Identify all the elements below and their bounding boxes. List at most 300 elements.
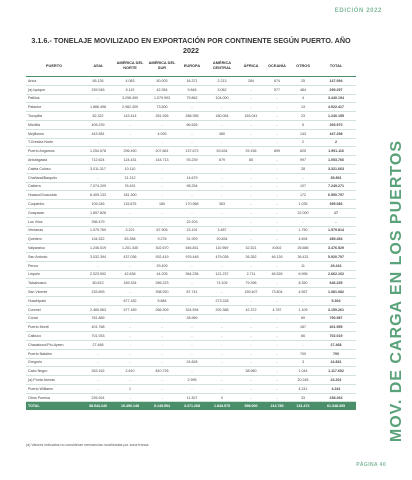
table-cell: 28.969 — [178, 314, 206, 323]
table-row — [26, 332, 356, 341]
table-row — [26, 367, 356, 376]
table-cell: - — [82, 358, 114, 367]
table-cell: - — [290, 296, 316, 305]
table-cell: - — [178, 191, 206, 200]
table-cell: 134.322 — [82, 235, 114, 244]
table-cell: 484 — [290, 85, 316, 94]
table-cell: 29.409 — [146, 261, 178, 270]
table-cell: - — [146, 349, 178, 358]
table-cell: 546.831 — [178, 244, 206, 253]
port-name-cell: Puerto Williams — [26, 384, 82, 393]
table-cell: 1.035 — [290, 200, 316, 209]
table-cell: 899 — [264, 147, 290, 156]
table-cell: - — [238, 323, 264, 332]
table-cell: - — [82, 349, 114, 358]
table-cell: - — [178, 208, 206, 217]
table-cell: - — [146, 384, 178, 393]
table-cell: 53.634 — [206, 147, 238, 156]
table-cell: 10.110 — [114, 164, 146, 173]
table-cell: - — [146, 191, 178, 200]
table-cell: - — [264, 191, 290, 200]
table-cell: 172 — [290, 191, 316, 200]
table-cell: 263.162 — [82, 367, 114, 376]
table-cell: 810.726 — [146, 367, 178, 376]
table-cell: - — [146, 314, 178, 323]
row-total-cell: 299.297 — [316, 85, 356, 94]
table-cell: - — [114, 393, 146, 402]
table-cell: - — [238, 384, 264, 393]
port-name-cell: Tocopilla — [26, 112, 82, 121]
table-cell: 577 — [264, 85, 290, 94]
table-cell: - — [206, 182, 238, 191]
table-cell: 169.334 — [114, 279, 146, 288]
table-cell: 104.000 — [206, 94, 238, 103]
table-cell: 3.032.394 — [82, 252, 114, 261]
table-cell: - — [238, 296, 264, 305]
table-cell: 4.083 — [114, 77, 146, 86]
table-cell: 825 — [290, 147, 316, 156]
table-cell: 23.191 — [178, 226, 206, 235]
row-total-cell: 24.831 — [316, 358, 356, 367]
row-total-cell: 1.117.652 — [316, 367, 356, 376]
row-total-cell: 2.662.102 — [316, 270, 356, 279]
table-cell: 79.396 — [238, 279, 264, 288]
row-total-cell: 5.920.797 — [316, 252, 356, 261]
table-cell: - — [264, 332, 290, 341]
total-cell: 5.145.594 — [146, 402, 178, 411]
table-cell: - — [238, 314, 264, 323]
table-cell: - — [178, 138, 206, 147]
table-row — [26, 384, 356, 393]
table-cell: 27.468 — [82, 340, 114, 349]
table-cell: 286.223 — [146, 279, 178, 288]
table-cell: 14.679 — [178, 173, 206, 182]
table-cell: - — [82, 376, 114, 385]
table-cell: - — [238, 85, 264, 94]
table-cell: - — [146, 164, 178, 173]
column-header: OCEANÍA — [264, 56, 290, 77]
table-cell: - — [146, 182, 178, 191]
table-cell: 1.254.578 — [82, 147, 114, 156]
table-cell: - — [82, 261, 114, 270]
table-row — [26, 349, 356, 358]
table-row — [26, 279, 356, 288]
table-cell: 11.307 — [178, 393, 206, 402]
table-cell: - — [264, 156, 290, 165]
table-cell: - — [178, 279, 206, 288]
table-cell: 26.352 — [238, 252, 264, 261]
table-cell: 207.861 — [146, 147, 178, 156]
port-name-cell: Antofagasta — [26, 156, 82, 165]
table-row — [26, 112, 356, 121]
table-cell: 1.750 — [290, 226, 316, 235]
table-cell: - — [238, 226, 264, 235]
row-total-cell: 27.468 — [316, 340, 356, 349]
table-cell: - — [206, 208, 238, 217]
row-total-cell: 1.979.814 — [316, 226, 356, 235]
table-cell: - — [264, 182, 290, 191]
table-cell: 66.526 — [178, 120, 206, 129]
table-cell: - — [114, 288, 146, 297]
table-body — [26, 77, 356, 411]
table-cell: - — [114, 376, 146, 385]
table-cell: - — [114, 323, 146, 332]
table-cell: 5.884 — [146, 296, 178, 305]
table-cell: 83.358 — [114, 235, 146, 244]
table-cell: 1.246.519 — [82, 244, 114, 253]
table-row — [26, 288, 356, 297]
table-cell: - — [238, 182, 264, 191]
table-cell: 2.465.563 — [82, 305, 114, 314]
table-cell: 3.487 — [206, 226, 238, 235]
export-tonnage-table — [26, 56, 356, 410]
total-cell: 10.490.148 — [114, 402, 146, 411]
table-cell: 23 — [290, 112, 316, 121]
table-cell: 73.500 — [146, 103, 178, 112]
table-row — [26, 244, 356, 253]
table-cell: 233.893 — [82, 288, 114, 297]
table-cell: 8.350 — [290, 279, 316, 288]
table-row — [26, 252, 356, 261]
table-row — [26, 164, 356, 173]
table-cell: 281.926 — [146, 112, 178, 121]
port-name-cell: Los Vilos — [26, 217, 82, 226]
row-total-cell: 29.416 — [316, 261, 356, 270]
table-cell: - — [178, 261, 206, 270]
table-row — [26, 208, 356, 217]
table-row — [26, 305, 356, 314]
table-cell: - — [238, 191, 264, 200]
table-cell: 29.156 — [238, 147, 264, 156]
table-cell: - — [82, 94, 114, 103]
table-cell: 69 — [290, 314, 316, 323]
row-total-cell: 401.955 — [316, 323, 356, 332]
port-name-cell: Coronel — [26, 305, 82, 314]
row-total-cell: 17 — [316, 208, 356, 217]
table-cell: - — [146, 358, 178, 367]
table-cell: - — [178, 129, 206, 138]
table-cell: - — [238, 261, 264, 270]
row-total-cell: 5.304 — [316, 296, 356, 305]
table-cell: - — [238, 164, 264, 173]
table-cell: - — [264, 173, 290, 182]
port-name-cell: Chacabuco/Pto.Aysen — [26, 340, 82, 349]
table-cell: 187 — [290, 323, 316, 332]
table-cell: - — [238, 200, 264, 209]
table-cell: 396.479 — [82, 217, 114, 226]
table-cell: 2.610 — [114, 367, 146, 376]
row-total-cell: 265.970 — [316, 120, 356, 129]
table-cell: - — [238, 376, 264, 385]
table-cell: 65.126 — [82, 77, 114, 86]
table-cell: 226.924 — [82, 393, 114, 402]
table-cell: - — [238, 103, 264, 112]
table-cell: - — [82, 296, 114, 305]
total-cell: 598.000 — [238, 402, 264, 411]
table-cell: 5.119 — [114, 85, 146, 94]
table-title: 3.1.6.- TONELAJE MOVILIZADO EN EXPORTACIÓN POR CONTINENTE SEGÚN PUERTO. AÑO 2022 — [31, 36, 351, 55]
table-cell: - — [178, 367, 206, 376]
table-cell: 42.264 — [146, 85, 178, 94]
table-cell: 761.889 — [82, 314, 114, 323]
table-cell: - — [238, 129, 264, 138]
table-row — [26, 270, 356, 279]
table-cell: - — [114, 208, 146, 217]
table-cell: - — [238, 94, 264, 103]
row-total-cell: 1.991.116 — [316, 147, 356, 156]
table-cell: 50.003 — [146, 77, 178, 86]
table-cell: - — [206, 191, 238, 200]
row-total-cell: 4.922.417 — [316, 103, 356, 112]
table-cell: 976.448 — [178, 252, 206, 261]
row-total-cell: - — [316, 217, 356, 226]
table-cell: 48.526 — [264, 270, 290, 279]
table-cell: 1.201.345 — [114, 244, 146, 253]
port-name-cell: Ventanas — [26, 226, 82, 235]
table-cell: 273.228 — [206, 296, 238, 305]
table-cell: 239.945 — [82, 85, 114, 94]
table-cell: 20.245 — [290, 376, 316, 385]
table-cell: - — [206, 120, 238, 129]
table-cell: 67.905 — [146, 226, 178, 235]
row-total-cell: 4.241 — [316, 384, 356, 393]
table-cell: - — [206, 261, 238, 270]
table-cell: 4.557 — [290, 288, 316, 297]
row-total-cell: 7.249.271 — [316, 182, 356, 191]
row-total-cell: 700 — [316, 349, 356, 358]
port-name-cell: Penco — [26, 261, 82, 270]
port-name-cell: Cabo Negro — [26, 367, 82, 376]
table-cell: - — [264, 120, 290, 129]
table-cell: - — [206, 384, 238, 393]
row-total-cell: 1.053.766 — [316, 156, 356, 165]
column-header: ASIA — [82, 56, 114, 77]
table-cell: 20.834 — [206, 235, 238, 244]
table-cell: - — [238, 349, 264, 358]
table-cell: 9.846 — [178, 85, 206, 94]
port-name-cell: San Vicente — [26, 288, 82, 297]
row-total-cell: 289.454 — [316, 235, 356, 244]
table-cell: - — [206, 349, 238, 358]
table-cell: - — [206, 314, 238, 323]
port-name-cell: Patillos — [26, 94, 82, 103]
total-cell: 1.843.575 — [206, 402, 238, 411]
table-row — [26, 173, 356, 182]
table-cell: 5 — [290, 120, 316, 129]
table-row — [26, 323, 356, 332]
table-cell: 932.419 — [146, 252, 178, 261]
row-total-cell: 646.235 — [316, 279, 356, 288]
table-row — [26, 103, 356, 112]
table-cell: 2.023.992 — [82, 270, 114, 279]
table-cell: - — [114, 314, 146, 323]
table-cell: - — [264, 164, 290, 173]
table-cell: 73.804 — [264, 288, 290, 297]
table-cell: 46.139 — [264, 252, 290, 261]
table-cell: 124.431 — [114, 156, 146, 165]
total-cell: 38.544.240 — [82, 402, 114, 411]
table-cell: 2 — [290, 138, 316, 147]
table-cell: 3 — [290, 358, 316, 367]
table-cell: - — [264, 200, 290, 209]
table-cell: 159.407 — [238, 288, 264, 297]
table-cell: - — [114, 349, 146, 358]
table-cell: 1 — [114, 384, 146, 393]
table-cell: 2.995 — [178, 376, 206, 385]
total-label-cell: TOTAL — [26, 402, 82, 411]
column-header: PUERTO — [26, 56, 82, 77]
table-cell: 1.897.826 — [82, 208, 114, 217]
row-total-cell: 1.240.155 — [316, 112, 356, 121]
table-cell: - — [178, 323, 206, 332]
table-cell: 577.189 — [114, 305, 146, 314]
row-total-cell: 238.264 — [316, 393, 356, 402]
table-cell: 1.079.760 — [82, 226, 114, 235]
table-cell: 712.624 — [82, 156, 114, 165]
table-cell: - — [146, 323, 178, 332]
table-row — [26, 77, 356, 86]
row-total-cell: 24.201 — [316, 376, 356, 385]
table-cell: - — [82, 384, 114, 393]
table-cell: 33 — [290, 393, 316, 402]
port-name-cell: Caleta Coloso — [26, 164, 82, 173]
table-cell: 66 — [290, 332, 316, 341]
table-cell: - — [238, 235, 264, 244]
table-cell: 4.694 — [290, 235, 316, 244]
port-name-cell: Gregorio — [26, 358, 82, 367]
port-name-cell: Chañaral/Barquito — [26, 173, 82, 182]
table-cell: - — [264, 349, 290, 358]
port-name-cell: T.Greslea Norte — [26, 138, 82, 147]
table-cell: - — [82, 138, 114, 147]
table-cell: 296.490 — [114, 147, 146, 156]
column-header: OTROS — [290, 56, 316, 77]
table-cell: - — [206, 164, 238, 173]
table-cell: - — [146, 376, 178, 385]
table-cell: - — [178, 349, 206, 358]
table-cell: 76.491 — [114, 182, 146, 191]
table-cell: 2.213 — [206, 77, 238, 86]
table-cell: - — [264, 340, 290, 349]
table-cell: 25 — [290, 77, 316, 86]
table-cell: 9.278 — [146, 235, 178, 244]
table-cell: - — [264, 296, 290, 305]
table-row — [26, 340, 356, 349]
table-cell: 121.237 — [206, 270, 238, 279]
table-cell: 364.236 — [178, 270, 206, 279]
table-cell: 109.246 — [82, 200, 114, 209]
table-cell: 24.828 — [178, 358, 206, 367]
total-cell: 131.472 — [290, 402, 316, 411]
section-side-title: MOV. DE CARGA EN LOS PUERTOS — [388, 140, 405, 443]
table-header-row — [26, 56, 356, 77]
table-cell: 180 — [146, 200, 178, 209]
table-cell: 16.371 — [178, 77, 206, 86]
table-cell: - — [206, 332, 238, 341]
table-row — [26, 147, 356, 156]
table-cell: - — [114, 120, 146, 129]
table-cell: 28 — [290, 164, 316, 173]
table-cell: - — [114, 217, 146, 226]
table-row — [26, 296, 356, 305]
table-cell: 42.638 — [114, 270, 146, 279]
table-cell: 1.044 — [290, 367, 316, 376]
port-name-cell: Talcahuano — [26, 279, 82, 288]
table-cell: 3.221 — [114, 226, 146, 235]
table-cell: 110.969 — [206, 244, 238, 253]
table-cell: - — [114, 129, 146, 138]
column-header: AMÉRICA CENTRAL — [206, 56, 238, 77]
port-name-cell: Huasco/Guacolda — [26, 191, 82, 200]
table-cell: 4 — [290, 94, 316, 103]
table-cell: - — [238, 358, 264, 367]
table-row — [26, 85, 356, 94]
table-row — [26, 94, 356, 103]
table-cell: 87.741 — [178, 288, 206, 297]
row-total-cell: 6.590.797 — [316, 191, 356, 200]
table-cell: 700 — [290, 349, 316, 358]
table-cell: - — [264, 314, 290, 323]
table-cell: 42.372 — [238, 305, 264, 314]
table-cell: 0 — [206, 393, 238, 402]
table-row — [26, 314, 356, 323]
table-cell: - — [238, 340, 264, 349]
table-cell: 4.787 — [264, 305, 290, 314]
table-cell: 997 — [290, 156, 316, 165]
table-row — [26, 358, 356, 367]
row-total-cell: 790.987 — [316, 314, 356, 323]
column-header: AMÉRICA DEL SUR — [146, 56, 178, 77]
table-cell: - — [264, 261, 290, 270]
table-cell: 3.011.317 — [82, 164, 114, 173]
table-cell: 181.300 — [114, 191, 146, 200]
port-name-cell: Valparaíso — [26, 244, 82, 253]
table-cell: 2.711 — [238, 270, 264, 279]
table-cell: - — [178, 384, 206, 393]
page-number: PÁGINA 40 — [356, 462, 386, 468]
table-row — [26, 129, 356, 138]
table-cell: 1.079.993 — [146, 94, 178, 103]
port-name-cell: Mejillones — [26, 129, 82, 138]
table-cell: - — [238, 138, 264, 147]
table-row — [26, 217, 356, 226]
table-cell: 7.074.209 — [82, 182, 114, 191]
table-cell: - — [114, 340, 146, 349]
table-cell: 13 — [290, 103, 316, 112]
table-cell: 284 — [238, 77, 264, 86]
table-cell: 163.041 — [238, 112, 264, 121]
table-cell: 82.322 — [82, 112, 114, 121]
port-name-cell: Michilla — [26, 120, 82, 129]
table-cell: 1.866.496 — [82, 103, 114, 112]
table-cell: - — [146, 332, 178, 341]
table-cell: - — [238, 173, 264, 182]
table-cell: 22.000 — [290, 208, 316, 217]
table-cell: - — [114, 138, 146, 147]
table-cell: 443.581 — [82, 129, 114, 138]
port-name-cell: Coquimbo — [26, 200, 82, 209]
table-cell: - — [178, 296, 206, 305]
table-cell: 144.713 — [146, 156, 178, 165]
port-name-cell: Huachipato — [26, 296, 82, 305]
footnote: (a) Valores indicados no consideran mercancías movilizadas por zona franca. — [26, 443, 150, 447]
table-cell: 21.212 — [114, 173, 146, 182]
table-cell: - — [114, 261, 146, 270]
table-cell: 292.388 — [206, 305, 238, 314]
table-cell: - — [206, 173, 238, 182]
row-total-cell: 2 — [316, 138, 356, 147]
table-cell: 137.673 — [178, 147, 206, 156]
